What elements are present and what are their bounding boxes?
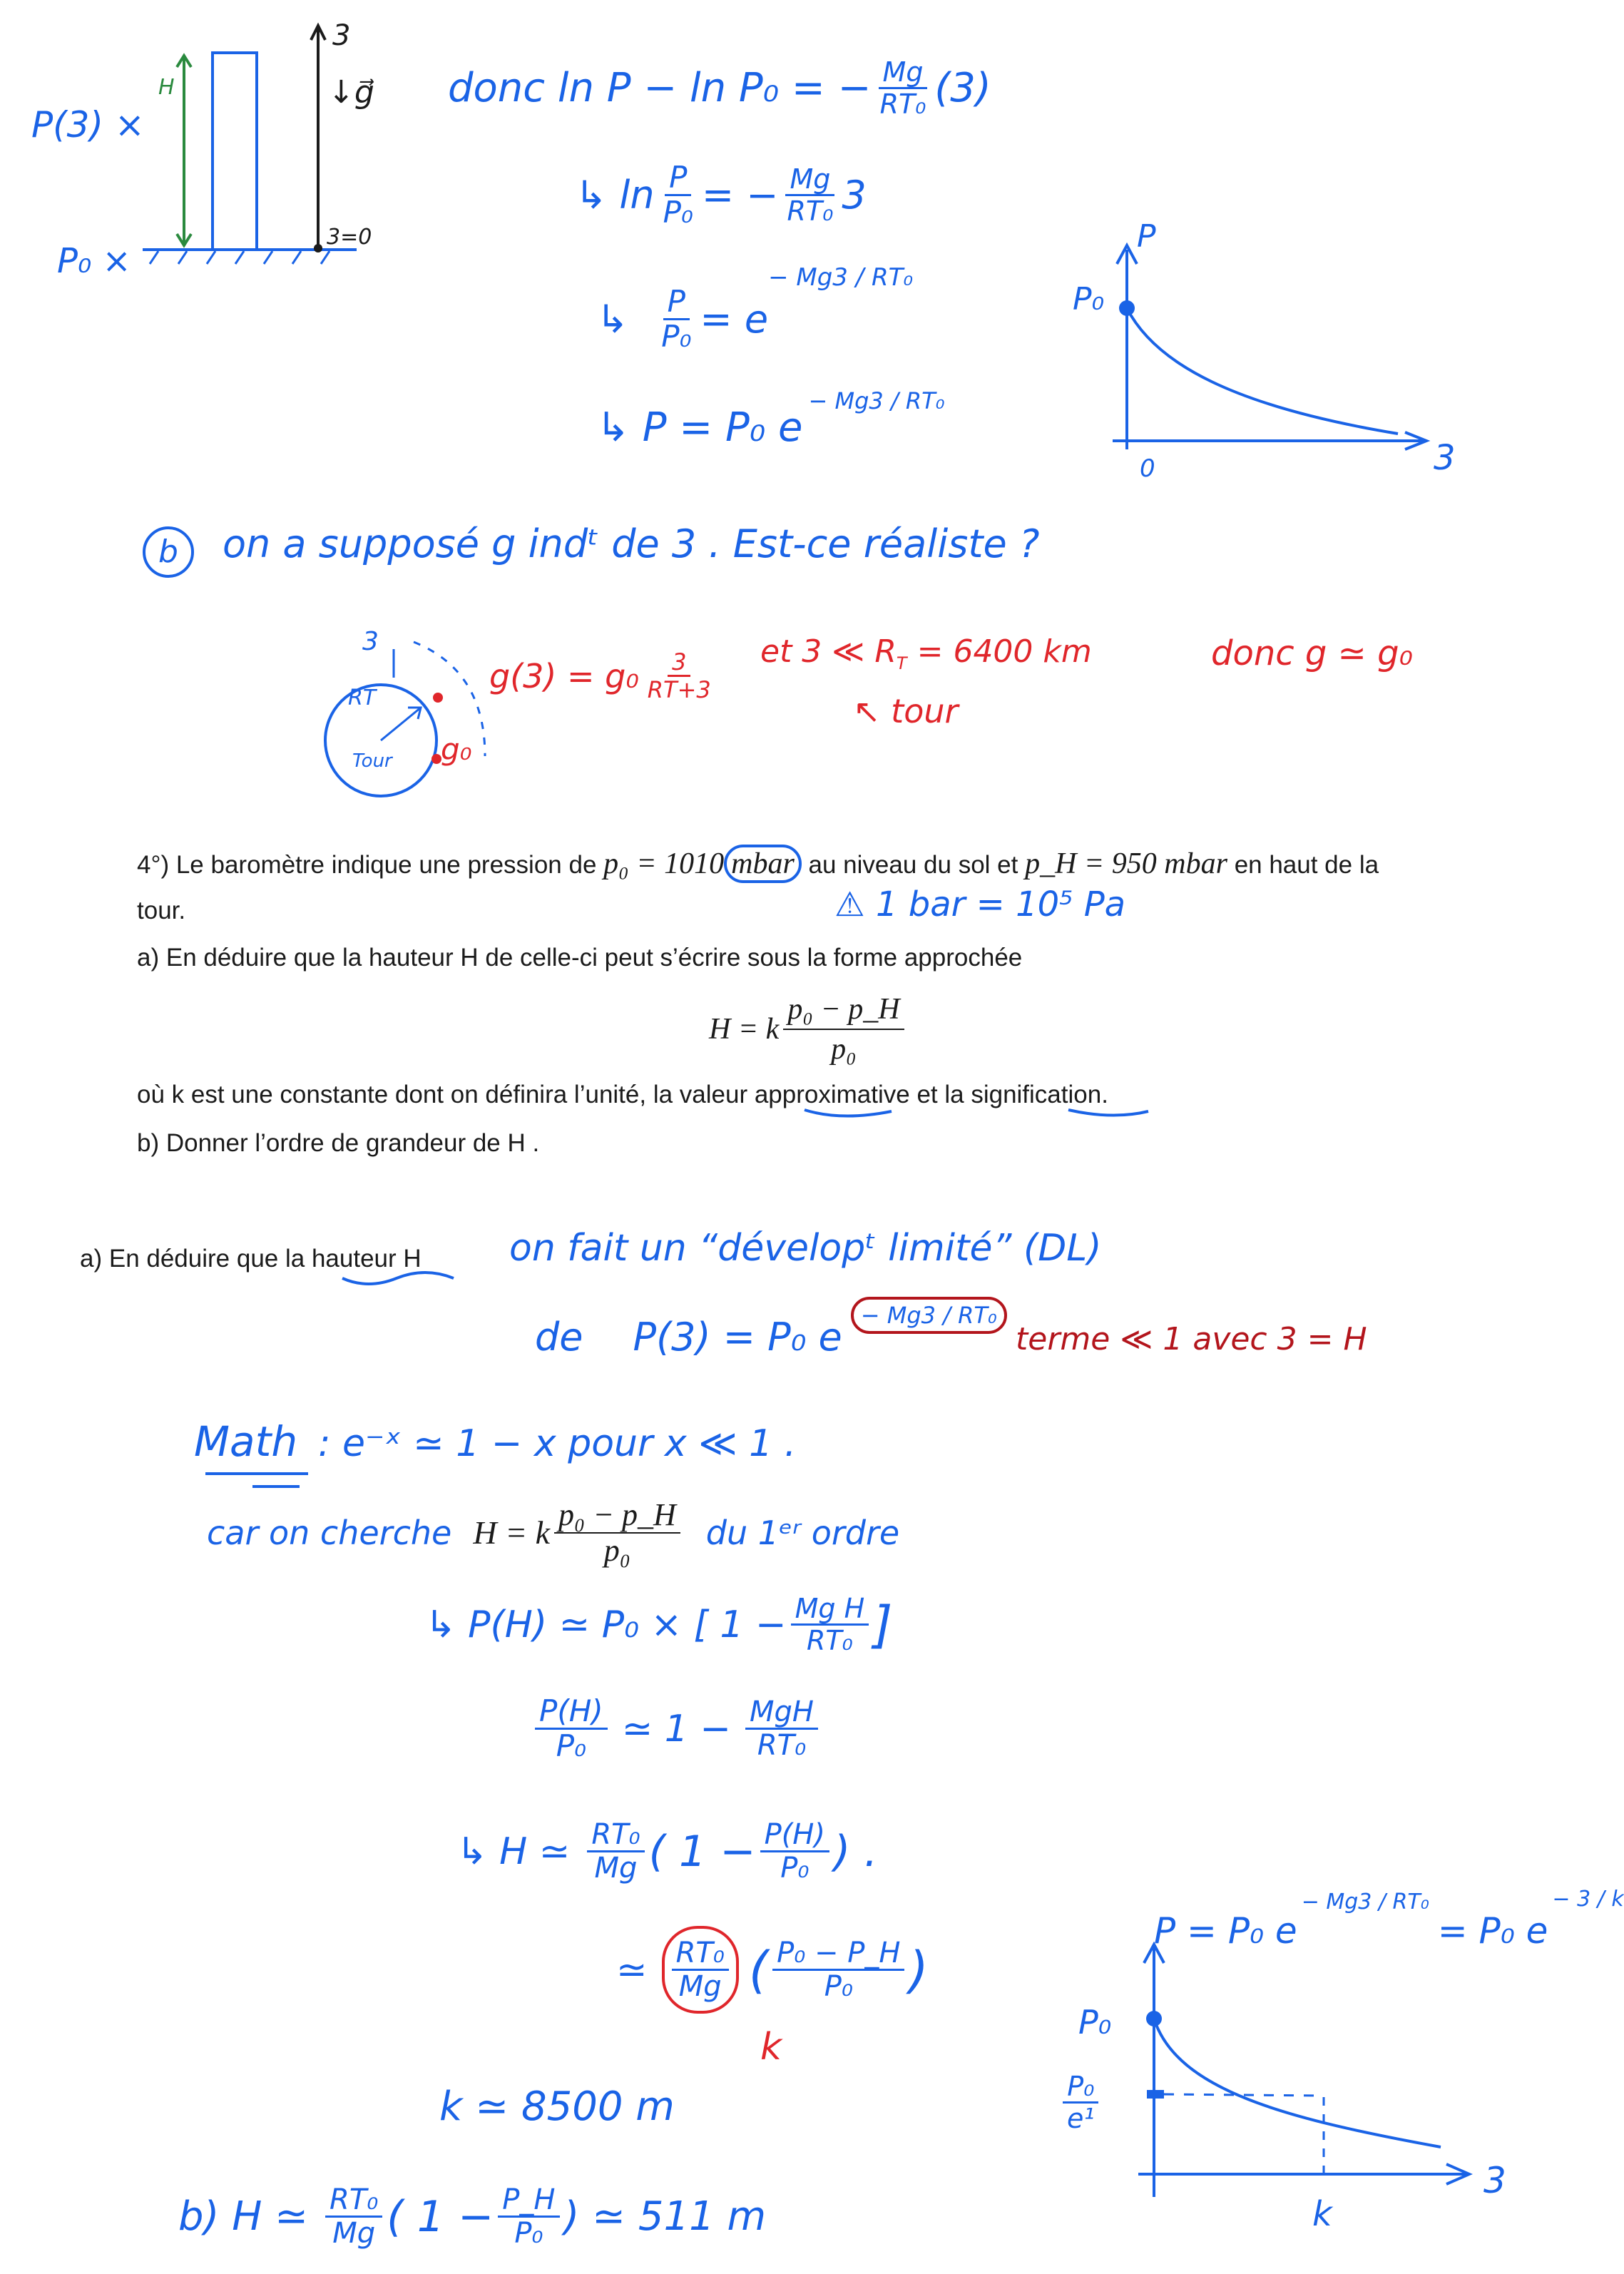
k-value: k ≃ 8500 m — [439, 2084, 675, 2130]
earth-tour-label: Tour — [352, 750, 392, 772]
unit-circled: mbar — [724, 845, 802, 883]
graph2-p0-label: P₀ — [1078, 2003, 1112, 2041]
solution-dl-text: on fait un “dévelopᵗ limité” (DL) — [509, 1227, 1102, 1270]
part-b-question: on a supposé g indᵗ de 3 . Est-ce réaliste ? — [223, 521, 1040, 566]
problem-line-2: tour. — [137, 897, 186, 924]
solution-a-heading: a) En déduire que la hauteur H — [80, 1245, 422, 1273]
p0-label: P₀ × — [57, 241, 131, 281]
graph1-origin-label: 0 — [1140, 454, 1155, 483]
earth-diagram — [314, 628, 514, 799]
pressure-graph-1 — [1070, 214, 1441, 485]
step-2: $\frac{P(H)}{\text{P₀}}$ ≃ 1 − $\frac{\text{MgH}}{\text{RT₀}}$ — [531, 1696, 822, 1761]
solution-term-note: terme ≪ 1 avec 3 = H — [1016, 1321, 1367, 1357]
tower — [213, 53, 257, 250]
deriv-line-2: ↳ ln $\frac{P}{\text{P₀}}$ = − $\frac{Mg}{\text{RT₀}}$ 3 — [575, 160, 867, 230]
earth-conclusion: donc g ≃ g₀ — [1211, 633, 1413, 673]
step-1: ↳ P(H) ≃ P₀ × [ 1 − $\frac{\text{Mg H}}{\text{RT₀}}$ ] — [425, 1593, 893, 1656]
math-underline — [203, 1469, 345, 1498]
graph1-p0-label: P₀ — [1073, 281, 1105, 317]
step-4: ≃ $\frac{\text{RT₀}}{Mg}$ ( $\frac{\text{P₀ − P\_H}}{\text{P₀}}$ ) — [616, 1926, 929, 2014]
gravity-formula: g(3) = g₀ $\frac{3}{RT+3}$ — [489, 648, 711, 703]
pressure-graph-2 — [1070, 1912, 1498, 2240]
z-zero-label: 3=0 — [327, 225, 372, 250]
deriv-line-1: donc ln P − ln P₀ = − $\frac{Mg}{\text{RT₀}}$ (3) — [448, 56, 991, 120]
gravity-label: ↓g⃗ — [328, 74, 374, 111]
graph1-x-label: 3 — [1434, 438, 1456, 478]
graph2-equation: P = P₀ e − Mg3 / RT₀ = P₀ e − 3 / k — [1154, 1887, 1624, 1952]
deriv-line-3: ↳ $\frac{P}{\text{P₀}}$ = e − Mg3 / RT₀ — [596, 263, 913, 354]
bar-conversion-note: ⚠ 1 bar = 10⁵ Pa — [834, 884, 1126, 924]
k-circled: $\frac{\text{RT₀}}{Mg}$ — [662, 1926, 739, 2014]
part-b-circle-label: b — [158, 534, 178, 570]
problem-definition: où k est une constante dont on définira l’unité, la valeur approximative et la signification. — [137, 1081, 1108, 1108]
decay-curve-2 — [1154, 2019, 1441, 2147]
math-heading: Math — [194, 1417, 298, 1466]
problem-question-a: a) En déduire que la hauteur H de celle-ci peut s’écrire sous la forme approchée — [137, 944, 1023, 972]
p-of-z-label: P(3) × — [31, 104, 145, 146]
k-label-red: k — [760, 2026, 782, 2069]
graph1-y-label: P — [1137, 218, 1156, 255]
height-label: H — [158, 75, 175, 100]
earth-g0-label: g₀ — [441, 732, 472, 767]
graph2-x-label: 3 — [1483, 2160, 1506, 2201]
earth-z-label: 3 — [362, 627, 379, 656]
answer-b: b) H ≃ $\frac{\text{RT₀}}{Mg}$ ( 1 − $\frac{P\_H}{\text{P₀}}$ ) ≃ 511 m — [178, 2183, 767, 2250]
underline-marks — [799, 1104, 1369, 1126]
graph2-pe-label: $\frac{\text{P₀}}{\text{e¹}}$ — [1058, 2073, 1103, 2132]
exponent-circled: − Mg3 / RT₀ — [851, 1297, 1007, 1334]
earth-condition: et 3 ≪ $R_T = 6400$ km — [760, 633, 1092, 673]
problem-formula: H = k $\frac{\text{p₀ − p\_H}}{\text{p₀}}$ — [709, 991, 909, 1068]
decay-curve — [1127, 308, 1398, 434]
solution-dl-expr: de P(3) = P₀ e − Mg3 / RT₀ — [535, 1318, 1007, 1357]
step-3: ↳ H ≃ $\frac{\text{RT₀}}{Mg}$ ( 1 − $\frac{P(H)}{\text{P₀}}$ ) . — [456, 1818, 878, 1885]
first-order-line: car on cherche H = k $\frac{\text{p₀ − p\_H}}{\text{p₀}}$ du 1ᵉʳ ordre — [207, 1497, 900, 1568]
math-approx: : e⁻ˣ ≃ 1 − x pour x ≪ 1 . — [318, 1422, 797, 1465]
problem-question-b: b) Donner l’ordre de grandeur de H . — [137, 1129, 540, 1157]
z-axis-label: 3 — [332, 19, 351, 52]
graph2-k-label: k — [1312, 2194, 1332, 2234]
earth-rt-label: RT — [348, 685, 377, 710]
hauteur-underline — [339, 1271, 482, 1292]
deriv-line-4: ↳ P = P₀ e − Mg3 / RT₀ — [596, 387, 945, 451]
tour-arrow-label: ↖ tour — [853, 692, 959, 730]
problem-line-1: 4°) Le baromètre indique une pression de p₀ = 1010 mbar au niveau du sol et p_H = 950 mbar en haut de la — [137, 846, 1379, 882]
